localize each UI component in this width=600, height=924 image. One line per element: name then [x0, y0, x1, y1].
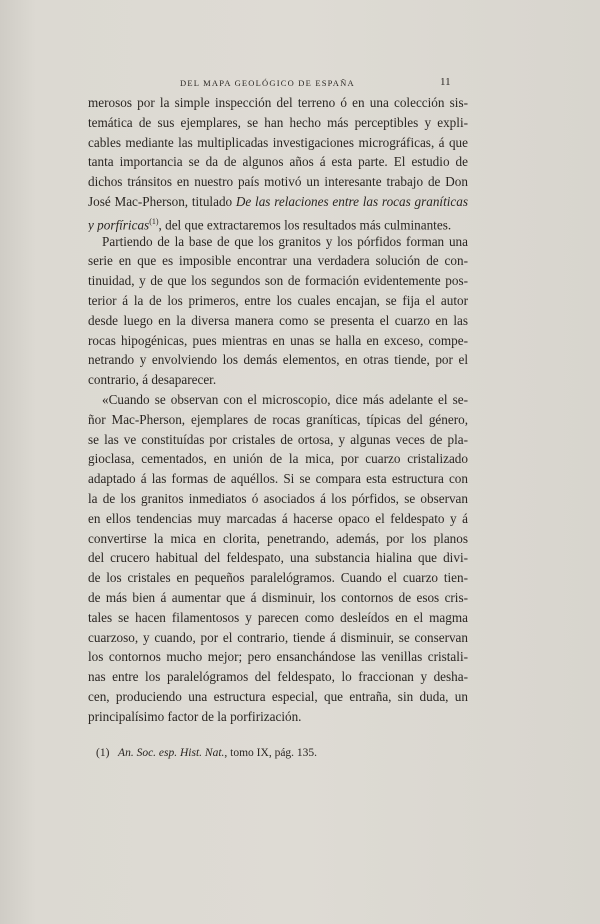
text-line: tales se hacen filamentosos y parecen como desleídos en el magma	[88, 609, 468, 625]
text-line-with-title	[88, 192, 468, 212]
footnote-marker: (1)	[96, 747, 110, 759]
running-header: DEL MAPA GEOLÓGICO DE ESPAÑA	[180, 78, 355, 88]
text-line: en ellos tendencias muy marcadas á hacerse opaco el feldespato y á	[88, 510, 468, 526]
text-line: del crucero habitual del feldespato, una substancia hialina que divi-	[88, 550, 468, 566]
footnote	[96, 747, 466, 759]
text-fragment: José Mac-Pherson, titulado	[88, 193, 233, 209]
work-title-italic: De las relaciones entre las rocas graníticas	[235, 193, 468, 209]
text-line: adaptado á las formas de aquéllos. Si se compara esta estructura con	[88, 471, 468, 487]
text-line: «Cuando se observan con el microscopio, dice más adelante el se-	[102, 391, 468, 407]
body-text	[88, 93, 468, 727]
text-line: de los cristales en pequeños paralelógramos. Cuando el cuarzo tien-	[88, 570, 468, 586]
text-line: terior á la de los primeros, entre los cuales encajan, se fija el autor	[88, 292, 468, 308]
footnote-reference-text: , tomo IX, pág. 135.	[224, 747, 318, 759]
text-line: principalísimo factor de la porfirización.	[88, 708, 302, 724]
text-line: se las ve constituídas por cristales de ortosa, y algunas veces de pla-	[88, 431, 468, 447]
work-title-italic-cont: y porfíricas	[88, 217, 150, 232]
text-line: temática de sus ejemplares, se han hecho más perceptibles y expli-	[88, 114, 468, 130]
text-line: Partiendo de la base de que los granitos y los pórfidos forman una	[102, 233, 468, 249]
text-line: contrario, á desaparecer.	[88, 372, 217, 388]
text-line: cuarzoso, y cuando, por el contrario, tiende á disminuir, se conservan	[88, 629, 468, 645]
text-line: cen, produciendo una estructura especial, que entraña, sin duda, un	[88, 688, 468, 704]
text-line: gioclasa, cementados, en unión de la mica, por cuarzo cristalizado	[88, 451, 468, 467]
text-line: dichos tránsitos en nuestro país motivó un interesante trabajo de Don	[88, 174, 468, 190]
text-line: los contornos mucho mejor; pero ensanchándose las venillas cristali-	[88, 649, 468, 665]
text-line: ñor Mac-Pherson, ejemplares de rocas graníticas, típicas del género,	[88, 411, 468, 427]
text-line: tinuidad, y de que los segundos son de formación evidentemente pos-	[88, 273, 468, 289]
text-line: de más bien á aumentar que á disminuir, los contornos de esos cris-	[88, 589, 468, 605]
text-line: netrando y envolviendo los demás elementos, en otras tiende, por el	[88, 352, 468, 368]
footnote-reference: (1)	[149, 216, 159, 226]
text-line: cables mediante las multiplicadas investigaciones micrográficas, á que	[88, 134, 468, 150]
text-line: rocas hipogénicas, pues mientras en unas se halla en exceso, compe-	[88, 332, 468, 348]
text-line: la de los granitos inmediatos ó asociados á los pórfidos, se observan	[88, 490, 468, 506]
text-line: convertirse la mica en clorita, penetrando, además, por los planos	[88, 530, 468, 546]
text-line: nas entre los paralelógramos del feldespato, lo fraccionan y desha-	[88, 669, 468, 685]
text-line: tanta importancia se da de algunos años á esta parte. El estudio de	[88, 154, 468, 170]
text-line: serie en que es imposible encontrar una verdadera solución de con-	[88, 253, 468, 269]
text-line-with-title	[88, 212, 468, 232]
text-fragment: , del que extractaremos los resultados más culminantes.	[158, 217, 452, 232]
footnote-source: An. Soc. esp. Hist. Nat.	[118, 747, 225, 759]
page-number: 11	[440, 76, 451, 88]
text-line: desde luego en la diversa manera como se presenta el cuarzo en las	[88, 312, 468, 328]
text-line: merosos por la simple inspección del terreno ó en una colección sis-	[88, 95, 468, 110]
